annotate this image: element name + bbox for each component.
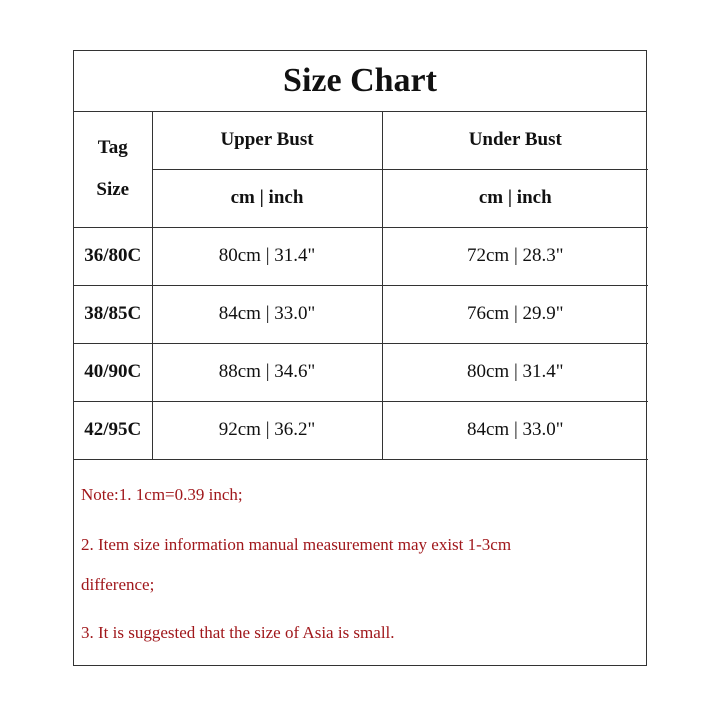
upper-bust-cell: 92cm | 36.2" [152, 401, 382, 459]
tag-size-cell: 42/95C [74, 401, 152, 459]
tag-size-cell: 36/80C [74, 227, 152, 285]
table-header-row [74, 111, 648, 169]
table-unit-row [74, 169, 648, 227]
tag-size-header [74, 111, 152, 227]
tag-size-cell: 38/85C [74, 285, 152, 343]
upper-bust-cell: 80cm | 31.4" [152, 227, 382, 285]
note-line-2: 2. Item size information manual measurement may exist 1-3cm [81, 535, 512, 554]
under-bust-cell: 80cm | 31.4" [382, 343, 648, 401]
upper-bust-cell: 88cm | 34.6" [152, 343, 382, 401]
under-bust-unit: cm | inch [382, 169, 648, 227]
under-bust-cell: 72cm | 28.3" [382, 227, 648, 285]
note-line-3: difference; [81, 575, 155, 594]
under-bust-cell: 76cm | 29.9" [382, 285, 648, 343]
upper-bust-header: Upper Bust [152, 111, 382, 169]
tag-header-line1: Tag [97, 136, 128, 158]
notes-section [74, 463, 646, 667]
under-bust-header: Under Bust [382, 111, 648, 169]
upper-bust-cell: 84cm | 33.0" [152, 285, 382, 343]
size-table [74, 111, 648, 460]
tag-size-cell: 40/90C [74, 343, 152, 401]
tag-header-line2: Size [96, 178, 130, 200]
upper-bust-unit: cm | inch [152, 169, 382, 227]
size-chart [73, 50, 647, 666]
chart-title: Size Chart [74, 51, 646, 112]
note-line-4: 3. It is suggested that the size of Asia is small. [81, 623, 395, 642]
table-row [74, 227, 648, 285]
table-row [74, 343, 648, 401]
under-bust-cell: 84cm | 33.0" [382, 401, 648, 459]
table-row [74, 401, 648, 459]
table-row [74, 285, 648, 343]
note-line-1: Note:1. 1cm=0.39 inch; [81, 485, 243, 504]
